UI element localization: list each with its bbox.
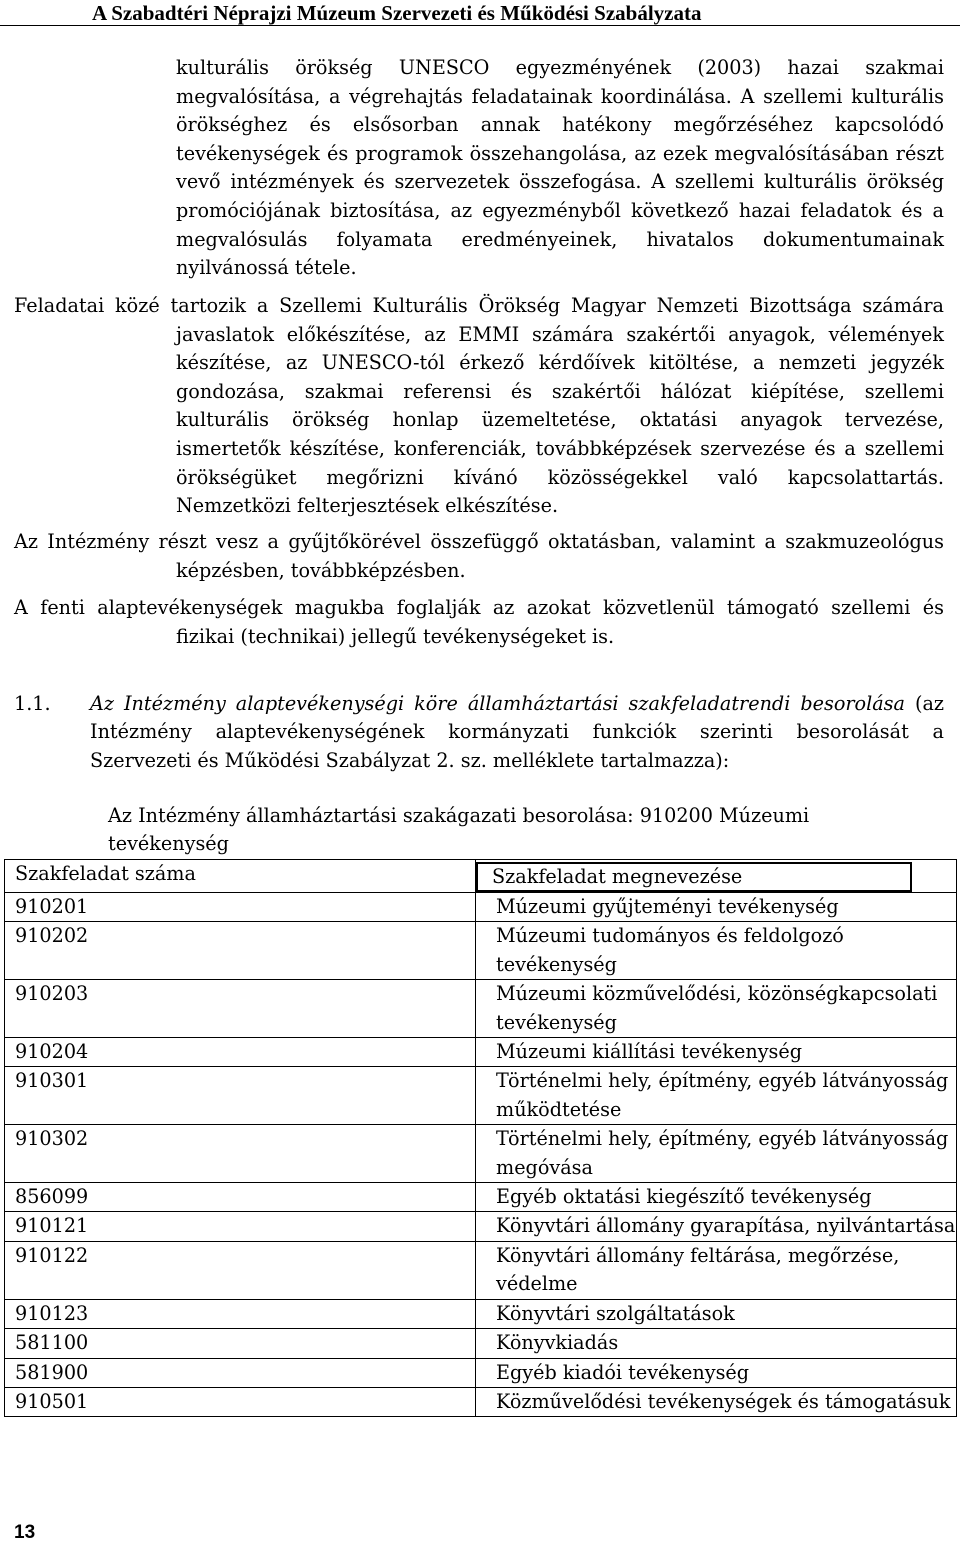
task-name-cell: Könyvtári szolgáltatások xyxy=(476,1299,957,1328)
task-number-cell: 581100 xyxy=(5,1329,476,1358)
task-name-cell: Múzeumi közművelődési, közönségkapcsolati tevékenység xyxy=(476,980,957,1038)
page-header: A Szabadtéri Néprajzi Múzeum Szervezeti és Működési Szabályzata xyxy=(0,0,960,26)
table-row xyxy=(5,1241,957,1299)
paragraph-education: Az Intézmény részt vesz a gyűjtőkörével összefüggő oktatásban, valamint a szakmuzeológus képzésben, továbbképzésben. xyxy=(14,530,944,582)
paragraph-basic-activities: A fenti alaptevékenységek magukba foglalják az azokat közvetlenül támogató szellemi és fizikai (technikai) jellegű tevékenységeket is. xyxy=(14,596,944,648)
task-number-cell: 910123 xyxy=(5,1299,476,1328)
header-task-number: Szakfeladat száma xyxy=(5,860,476,893)
table-row xyxy=(5,1387,957,1416)
paragraph-tasks: Feladatai közé tartozik a Szellemi Kulturális Örökség Magyar Nemzeti Bizottsága számára javaslatok előkészítése, az EMMI számára szakértői anyagok, vélemények készítése, az UNESCO-tól érkező kérdőívek kitöltése, a nemzeti jegyzék gondozása, szakmai referensi és szakértői hálózat kiépítése, szellemi kulturális örökség honlap üzemeltetése, oktatási anyagok tervezése, ismertetők készítése, konferenciák, továbbképzések szervezése és a szellemi örökségüket megőrizni kívánó közösségekkel való kapcsolattartás. Nemzetközi felterjesztések elkészítése. xyxy=(14,294,944,518)
task-name-cell: Egyéb kiadói tevékenység xyxy=(476,1358,957,1387)
task-name-cell: Könyvkiadás xyxy=(476,1329,957,1358)
header-task-name-cell xyxy=(476,860,957,893)
table-row xyxy=(5,1183,957,1212)
task-number-cell: 910203 xyxy=(5,980,476,1038)
task-name-cell: Könyvtári állomány gyarapítása, nyilvántartása xyxy=(476,1212,957,1241)
task-number-cell: 910122 xyxy=(5,1241,476,1299)
table-row xyxy=(5,1212,957,1241)
table-header-row xyxy=(5,860,957,893)
table-row xyxy=(5,1358,957,1387)
header-task-name: Szakfeladat megnevezése xyxy=(476,862,912,892)
table-row xyxy=(5,980,957,1038)
section-description: (az Intézmény alaptevékenységének kormányzati funkciók szerinti besorolását a Szervezeti és Működési Szabályzat 2. sz. melléklete tartalmazza): xyxy=(90,692,944,772)
table-row xyxy=(5,1299,957,1328)
table-row xyxy=(5,1038,957,1067)
table-row xyxy=(5,1329,957,1358)
task-number-cell: 910202 xyxy=(5,922,476,980)
task-name-cell: Múzeumi kiállítási tevékenység xyxy=(476,1038,957,1067)
task-number-cell: 910501 xyxy=(5,1387,476,1416)
task-number-cell: 581900 xyxy=(5,1358,476,1387)
task-name-cell: Múzeumi tudományos és feldolgozó tevékenység xyxy=(476,922,957,980)
task-number-cell: 856099 xyxy=(5,1183,476,1212)
classification-line: Az Intézmény államháztartási szakágazati besorolása: 910200 Múzeumi tevékenység xyxy=(108,804,810,856)
task-number-cell: 910201 xyxy=(5,893,476,922)
task-table xyxy=(4,859,957,1417)
task-name-cell: Múzeumi gyűjteményi tevékenység xyxy=(476,893,957,922)
section-body xyxy=(90,690,944,775)
task-number-cell: 910204 xyxy=(5,1038,476,1067)
section-title: Az Intézmény alaptevékenységi köre államháztartási szakfeladatrendi besorolása xyxy=(90,692,905,715)
table-row xyxy=(5,1067,957,1125)
task-name-cell: Könyvtári állomány feltárása, megőrzése, védelme xyxy=(476,1241,957,1299)
task-number-cell: 910121 xyxy=(5,1212,476,1241)
task-name-cell: Egyéb oktatási kiegészítő tevékenység xyxy=(476,1183,957,1212)
section-1-1 xyxy=(14,690,944,775)
table-row xyxy=(5,922,957,980)
table-row xyxy=(5,893,957,922)
task-name-cell: Történelmi hely, építmény, egyéb látványosság megóvása xyxy=(476,1125,957,1183)
paragraph-unesco: kulturális örökség UNESCO egyezményének (2003) hazai szakmai megvalósítása, a végrehajtás feladatainak koordinálása. A szellemi kulturális örökséghez és elsősorban annak hatékony megőrzéséhez kapcsolódó tevékenységek és programok összehangolása, az ezek megvalósításában részt vevő intézmények és szervezetek összefogása. A szellemi kulturális örökség promóciójának biztosítása, az egyezményből következő hazai feladatok és a megvalósulás folyamata eredményeinek, hivatalos dokumentumainak nyilvánossá tétele. xyxy=(176,56,944,280)
task-number-cell: 910302 xyxy=(5,1125,476,1183)
task-name-cell: Történelmi hely, építmény, egyéb látványosság működtetése xyxy=(476,1067,957,1125)
task-number-cell: 910301 xyxy=(5,1067,476,1125)
task-name-cell: Közművelődési tevékenységek és támogatásuk xyxy=(476,1387,957,1416)
page-number: 13 xyxy=(14,1522,36,1543)
table-row xyxy=(5,1125,957,1183)
section-number: 1.1. xyxy=(14,692,51,715)
